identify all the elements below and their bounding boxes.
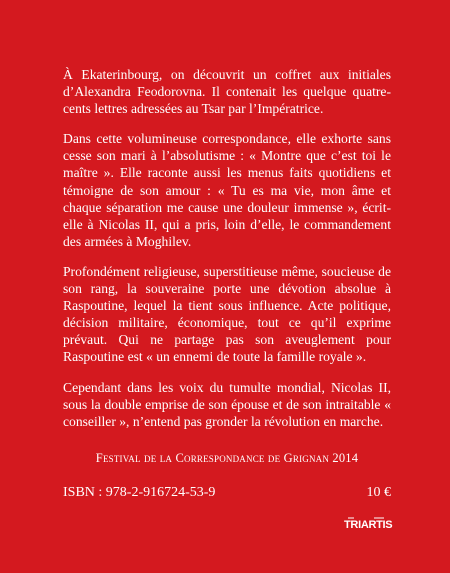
publisher-logo-text: TRIARTIS xyxy=(344,519,393,531)
blurb xyxy=(63,66,391,443)
price: 10 € xyxy=(366,485,391,500)
publisher-logo xyxy=(344,515,393,539)
paragraph-4: Cependant dans les voix du tumulte mondial, Nicolas II, sous la double emprise de son épouse et de son intraitable « conseiller », n’entend pas gronder la révolution en marche. xyxy=(63,379,391,429)
festival-credit: Festival de la Correspondance de Grignan 2014 xyxy=(95,451,359,465)
isbn: ISBN : 978-2-916724-53-9 xyxy=(63,485,216,500)
paragraph-2: Dans cette volumineuse correspondance, elle exhorte sans cesse son mari à l’absolutisme : « Montre que c’est toi le maître ». Elle raconte aussi les menus faits quotidiens et témoigne de son amour : « Tu es ma vie, mon âme et chaque séparation me cause une douleur immense », écrit-elle à Nicolas II, qui a pris, loin d’elle, le commandement des armées à Moghilev. xyxy=(63,131,391,249)
paragraph-3: Profondément religieuse, superstitieuse même, soucieuse de son rang, la souveraine porte une dévotion absolue à Raspoutine, lequel la tient sous influence. Acte politique, décision militaire, économique, tout ce qu’il exprime prévaut. Qui ne partage pas son aveuglement pour Raspoutine est « un ennemi de toute la famille royale ». xyxy=(63,263,391,365)
paragraph-1: À Ekaterinbourg, on découvrit un coffret aux initiales d’Alexandra Feodorovna. Il contenait les quelque quatre-cents lettres adressées au Tsar par l’Impératrice. xyxy=(63,67,391,117)
